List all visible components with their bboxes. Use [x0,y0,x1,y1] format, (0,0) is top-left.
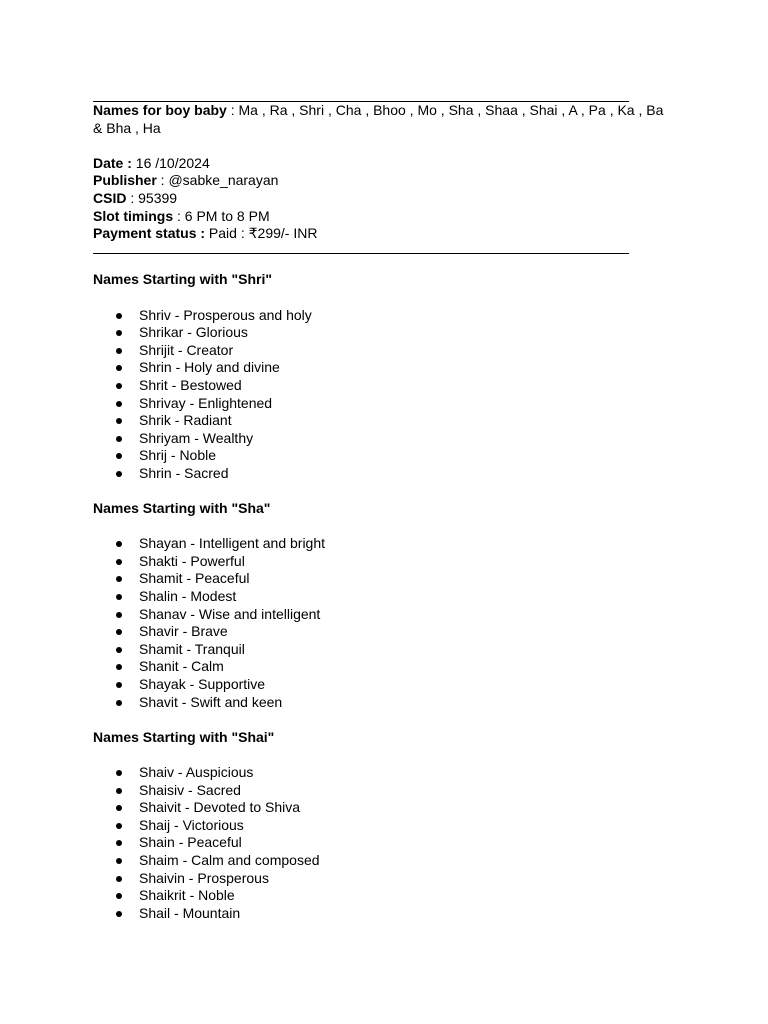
list-item-text: Shrijit - Creator [139,341,234,358]
date-value: 16 /10/2024 [131,154,210,171]
list-item [93,817,678,835]
spacer [93,137,678,155]
bullet-icon [116,541,122,547]
list-item [93,412,678,430]
list-item-text: Shrin - Holy and divine [139,359,280,376]
list-item-text: Shail - Mountain [139,904,241,921]
list-item [93,905,678,923]
slot-value: : 6 PM to 8 PM [173,207,270,224]
list-item-text: Shamit - Peaceful [139,570,250,587]
names-line [93,102,678,120]
bullet-icon [116,629,122,635]
list-item [93,658,678,676]
bullet-icon [116,805,122,811]
list-item [93,570,678,588]
list-item-text: Shriyam - Wealthy [139,429,254,446]
list-item-text: Shayak - Supportive [139,676,266,692]
list-item [93,782,678,800]
section-heading: Names Starting with "Shri" [93,271,272,288]
list-item [93,553,678,571]
list-item-text: Shrij - Noble [139,447,217,464]
list-item-text: Shriv - Prosperous and holy [139,306,312,323]
list-item [93,852,678,870]
list-item [93,887,678,905]
list-item [93,799,678,817]
bullet-icon [116,858,122,864]
names-label: Names for boy baby [93,102,227,118]
date-line [93,155,678,173]
spacer [93,254,678,272]
top-divider [93,87,629,102]
bullet-icon [116,436,122,442]
bullet-icon [116,664,122,670]
section-heading: Names Starting with "Sha" [93,500,271,517]
list-item-text: Shaim - Calm and composed [139,851,320,868]
list-item [93,834,678,852]
spacer [93,289,678,307]
section-heading: Names Starting with "Shai" [93,728,275,745]
list-item-text: Shavit - Swift and keen [139,693,283,710]
publisher-line [93,172,678,190]
bullet-icon [116,313,122,319]
bullet-icon [116,348,122,354]
list-item-text: Shaisiv - Sacred [139,781,241,798]
list-item-text: Shaivin - Prosperous [139,869,269,886]
list-item [93,377,678,395]
spacer [93,518,678,536]
slot-label: Slot timings [93,207,174,224]
list-item-text: Shrik - Radiant [139,412,232,429]
list-item-text: Shakti - Powerful [139,552,245,569]
bullet-icon [116,876,122,882]
name-list [93,307,678,483]
bottom-divider [93,243,629,254]
list-item [93,307,678,325]
list-item-text: Shaij - Victorious [139,816,244,833]
names-value: : Ma , Ra , Shri , Cha , Bhoo , Mo , Sha , Shaa , Shai , A , Pa , Ka , Ba [226,102,664,118]
bullet-icon [116,840,122,846]
slot-line [93,208,678,226]
list-item [93,342,678,360]
list-item-text: Shalin - Modest [139,588,237,605]
spacer [93,711,678,729]
csid-line [93,190,678,208]
list-item-text: Shaikrit - Noble [139,887,235,904]
list-item-text: Shrin - Sacred [139,464,229,481]
publisher-value: : @sabke_narayan [156,172,279,189]
list-item [93,623,678,641]
bullet-icon [116,647,122,653]
list-item-text: Shaivit - Devoted to Shiva [139,799,301,816]
list-item-text: Shrivay - Enlightened [139,394,273,411]
bullet-icon [116,383,122,389]
bullet-icon [116,893,122,899]
spacer [93,482,678,500]
document-content [93,87,678,922]
list-item [93,465,678,483]
list-item [93,588,678,606]
payment-line [93,225,678,243]
bullet-icon [116,594,122,600]
list-item [93,535,678,553]
date-label: Date : [93,154,132,171]
bullet-icon [116,682,122,688]
list-item [93,395,678,413]
csid-label: CSID [93,189,127,206]
list-item-text: Shaiv - Auspicious [139,763,254,780]
bullet-icon [116,911,122,917]
name-sections [93,254,678,923]
publisher-label: Publisher [93,172,157,189]
bullet-icon [116,770,122,776]
list-item-text: Shamit - Tranquil [139,640,245,657]
bullet-icon [116,700,122,706]
spacer [93,746,678,764]
list-item [93,764,678,782]
list-item-text: Shain - Peaceful [139,834,242,851]
bullet-icon [116,453,122,459]
bullet-icon [116,576,122,582]
list-item [93,676,678,694]
list-item-text: Shrit - Bestowed [139,376,242,393]
list-item [93,606,678,624]
bullet-icon [116,418,122,424]
list-item-text: Shavir - Brave [139,623,228,640]
list-item [93,694,678,712]
name-list [93,535,678,711]
list-item [93,641,678,659]
list-item [93,324,678,342]
csid-value: : 95399 [126,189,178,206]
list-item-text: Shanit - Calm [139,658,224,675]
bullet-icon [116,330,122,336]
list-item-text: Shayan - Intelligent and bright [139,535,326,552]
bullet-icon [116,788,122,794]
name-list [93,764,678,922]
bullet-icon [116,365,122,371]
list-item [93,447,678,465]
list-item [93,359,678,377]
bullet-icon [116,612,122,618]
names-line-continued: & Bha , Ha [93,119,161,136]
list-item [93,870,678,888]
bullet-icon [116,471,122,477]
bullet-icon [116,823,122,829]
list-item-text: Shrikar - Glorious [139,324,248,341]
payment-value: Paid : ₹299/- INR [205,225,318,242]
list-item [93,430,678,448]
list-item-text: Shanav - Wise and intelligent [139,605,321,622]
payment-label: Payment status : [93,225,206,242]
bullet-icon [116,401,122,407]
bullet-icon [116,559,122,565]
